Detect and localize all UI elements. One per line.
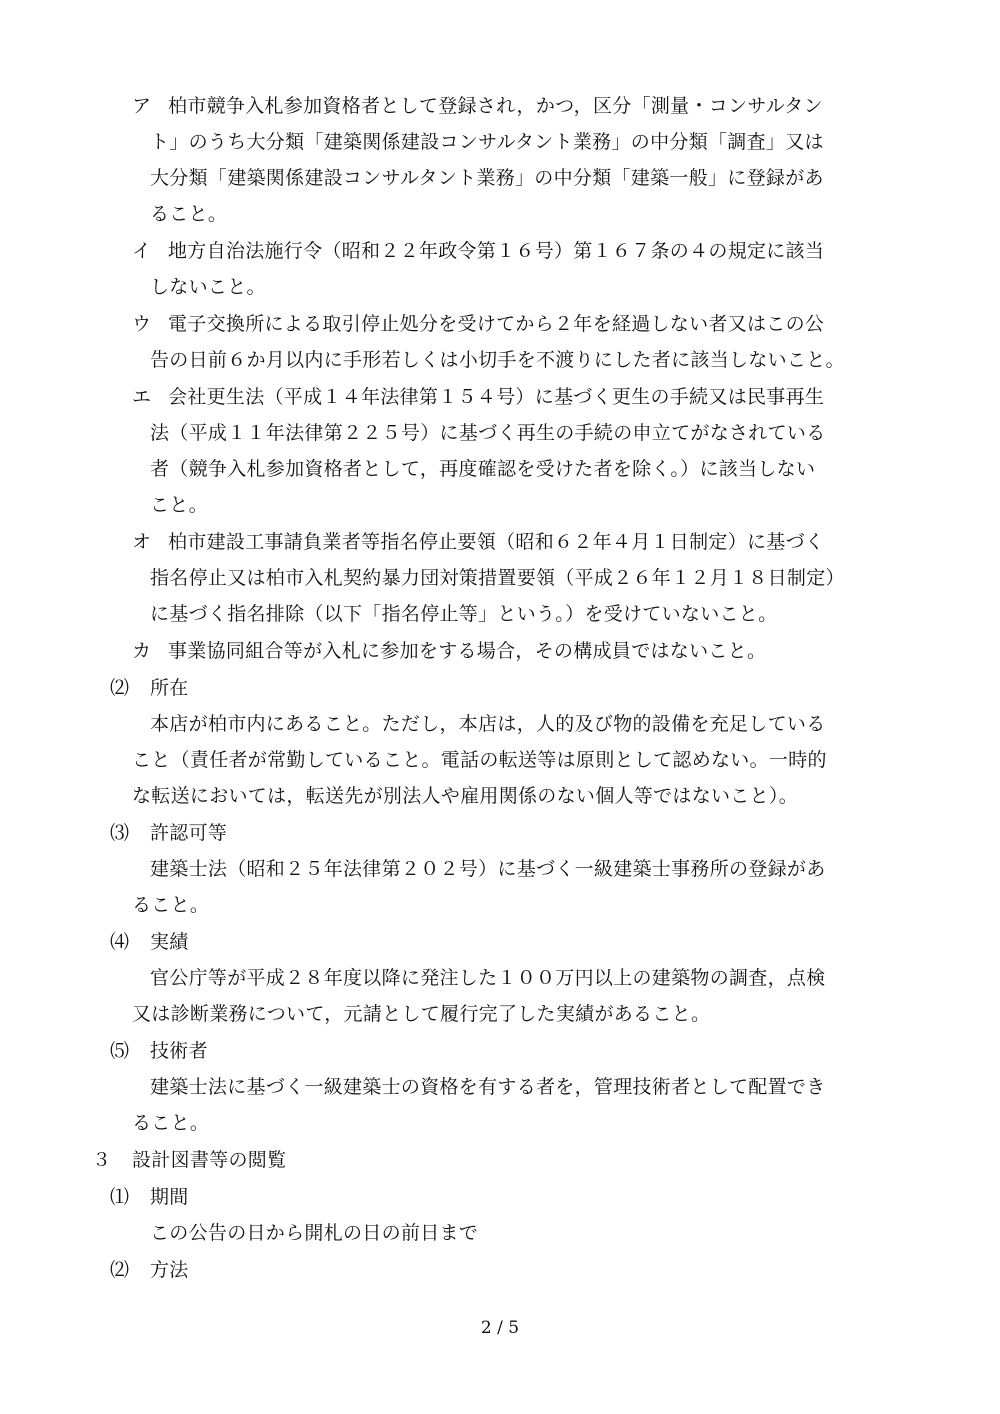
section-2-number: ⑵ <box>110 677 130 699</box>
section-4-line-1: 官公庁等が平成２８年度以降に発注した１００万円以上の建築物の調査，点検 <box>150 967 826 989</box>
section-5-line-1: 建築士法に基づく一級建築士の資格を有する者を，管理技術者として配置でき <box>150 1076 826 1098</box>
section-5-title: 技術者 <box>150 1040 208 1062</box>
section-2-line-2: こと（責任者が常勤していること。電話の転送等は原則として認めない。一時的 <box>132 749 827 771</box>
chapter-3-sub-1-title: 期間 <box>150 1186 189 1208</box>
item-u-marker: ウ <box>132 313 152 335</box>
item-a-line-4: ること。 <box>150 203 228 225</box>
item-o-line-3: に基づく指名排除（以下「指名停止等」という。）を受けていないこと。 <box>150 603 778 625</box>
chapter-3-sub-2-number: ⑵ <box>110 1259 130 1281</box>
item-ka-line-1: カ 事業協同組合等が入札に参加をする場合，その構成員ではないこと。 <box>132 633 766 669</box>
chapter-3-sub-1-number: ⑴ <box>110 1186 130 1208</box>
chapter-3-title: 設計図書等の閲覧 <box>132 1149 287 1171</box>
chapter-3-heading <box>92 1142 286 1178</box>
item-i-line-2: しないこと。 <box>150 276 266 298</box>
item-e-line-2: 法（平成１１年法律第２２５号）に基づく再生の手続の申立てがなされている <box>150 422 826 444</box>
item-e-marker: エ <box>132 386 152 408</box>
chapter-3-sub-1-line-1: この公告の日から開札の日の前日まで <box>150 1222 479 1244</box>
item-i-line-1: イ 地方自治法施行令（昭和２２年政令第１６号）第１６７条の４の規定に該当 <box>132 233 824 269</box>
section-4-number: ⑷ <box>110 931 130 953</box>
item-u-line-2: 告の日前６か月以内に手形若しくは小切手を不渡りにした者に該当しないこと。 <box>150 349 845 371</box>
item-a-line-1: ア 柏市競争入札参加資格者として登録され，かつ，区分「測量・コンサルタン <box>132 88 823 124</box>
section-5-number: ⑸ <box>110 1040 130 1062</box>
item-o-line-1: オ 柏市建設工事請負業者等指名停止要領（昭和６２年４月１日制定）に基づく <box>132 524 824 560</box>
item-i-marker: イ <box>132 240 152 262</box>
item-ka-marker: カ <box>132 640 152 662</box>
chapter-3-number: ３ <box>92 1149 112 1171</box>
item-a-line-3: 大分類「建築関係建設コンサルタント業務」の中分類「建築一般」に登録があ <box>150 167 824 189</box>
section-2-line-3: な転送においては，転送先が別法人や雇用関係のない個人等ではないこと）。 <box>132 785 799 807</box>
section-3-number: ⑶ <box>110 822 130 844</box>
item-u-line-1: ウ 電子交換所による取引停止処分を受けてから２年を経過しない者又はこの公 <box>132 306 824 342</box>
item-o-line-2: 指名停止又は柏市入札契約暴力団対策措置要領（平成２６年１２月１８日制定） <box>150 567 845 589</box>
section-5-heading <box>110 1033 208 1069</box>
section-2-heading <box>110 670 189 706</box>
chapter-3-sub-2-title: 方法 <box>150 1259 189 1281</box>
section-3-line-2: ること。 <box>132 894 210 916</box>
section-4-heading <box>110 924 189 960</box>
section-2-line-1: 本店が柏市内にあること。ただし，本店は，人的及び物的設備を充足している <box>150 713 826 735</box>
section-3-heading <box>110 815 227 851</box>
item-o-marker: オ <box>132 531 152 553</box>
section-5-line-2: ること。 <box>132 1112 210 1134</box>
item-e-line-1: エ 会社更生法（平成１４年法律第１５４号）に基づく更生の手続又は民事再生 <box>132 379 824 415</box>
section-4-title: 実績 <box>150 931 189 953</box>
section-3-title: 許認可等 <box>150 822 228 844</box>
section-3-line-1: 建築士法（昭和２５年法律第２０２号）に基づく一級建築士事務所の登録があ <box>150 858 826 880</box>
item-e-line-3: 者（競争入札参加資格者として，再度確認を受けた者を除く。）に該当しない <box>150 458 816 480</box>
item-a-line-2: ト」のうち大分類「建築関係建設コンサルタント業務」の中分類「調査」又は <box>150 131 824 153</box>
page-number: 2 / 5 <box>480 1318 520 1338</box>
section-2-title: 所在 <box>150 677 189 699</box>
item-e-line-4: こと。 <box>150 494 208 516</box>
chapter-3-sub-1-heading <box>110 1179 189 1215</box>
section-4-line-2: 又は診断業務について，元請として履行完了した実績があること。 <box>132 1003 711 1025</box>
item-a-marker: ア <box>132 95 152 117</box>
chapter-3-sub-2-heading <box>110 1252 189 1288</box>
